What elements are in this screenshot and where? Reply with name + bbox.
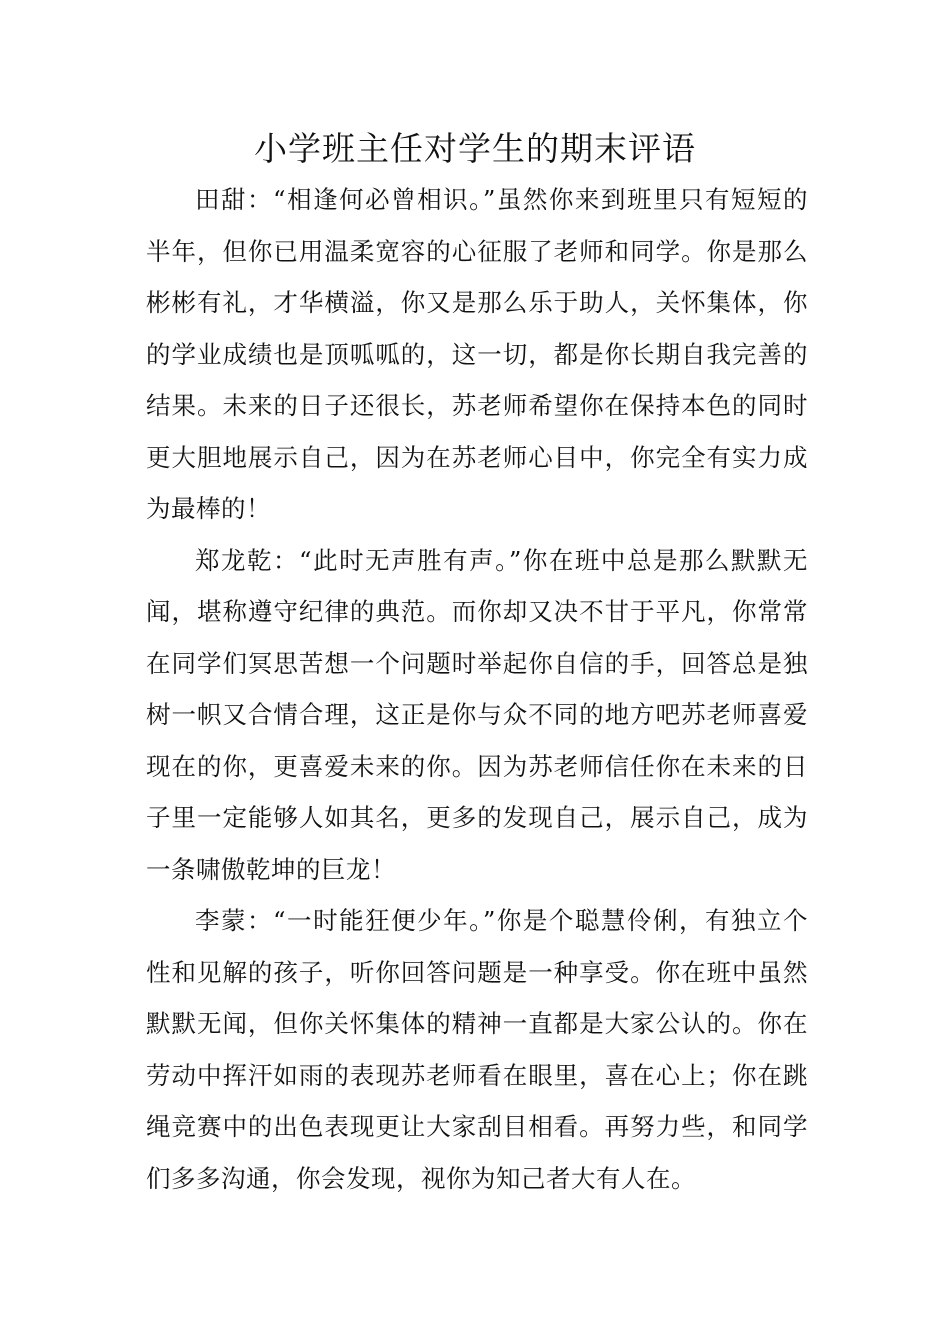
paragraph-zheng-long-qian: 郑龙乾：“此时无声胜有声。”你在班中总是那么默默无闻，堪称遵守纪律的典范。而你却又决不甘于平凡，你常常在同学们冥思苦想一个问题时举起你自信的手，回答总是独树一帜又合情合理，这正是你与众不同的地方吧苏老师喜爱现在的你，更喜爱未来的你。因为苏老师信任你在未来的日子里一定能够人如其名，更多的发现自己，展示自己，成为一条啸傲乾坤的巨龙！ (146, 545, 808, 884)
paragraph-tian-tian: 田甜：“相逢何必曾相识。”虽然你来到班里只有短短的半年，但你已用温柔宽容的心征服了老师和同学。你是那么彬彬有礼，才华横溢，你又是那么乐于助人，关怀集体，你的学业成绩也是顶呱呱的，这一切，都是你长期自我完善的结果。未来的日子还很长，苏老师希望你在保持本色的同时更大胆地展示自己，因为在苏老师心目中，你完全有实力成为最棒的！ (146, 185, 808, 523)
paragraph-li-meng: 李蒙：“一时能狂便少年。”你是个聪慧伶俐，有独立个性和见解的孩子，听你回答问题是一种享受。你在班中虽然默默无闻，但你关怀集体的精神一直都是大家公认的。你在劳动中挥汗如雨的表现苏老师看在眼里，喜在心上；你在跳绳竞赛中的出色表现更让大家刮目相看。再努力些，和同学们多多沟通，你会发现，视你为知己者大有人在。 (146, 906, 808, 1193)
document-title: 小学班主任对学生的期末评语 (254, 129, 696, 168)
document-body (146, 174, 808, 1204)
